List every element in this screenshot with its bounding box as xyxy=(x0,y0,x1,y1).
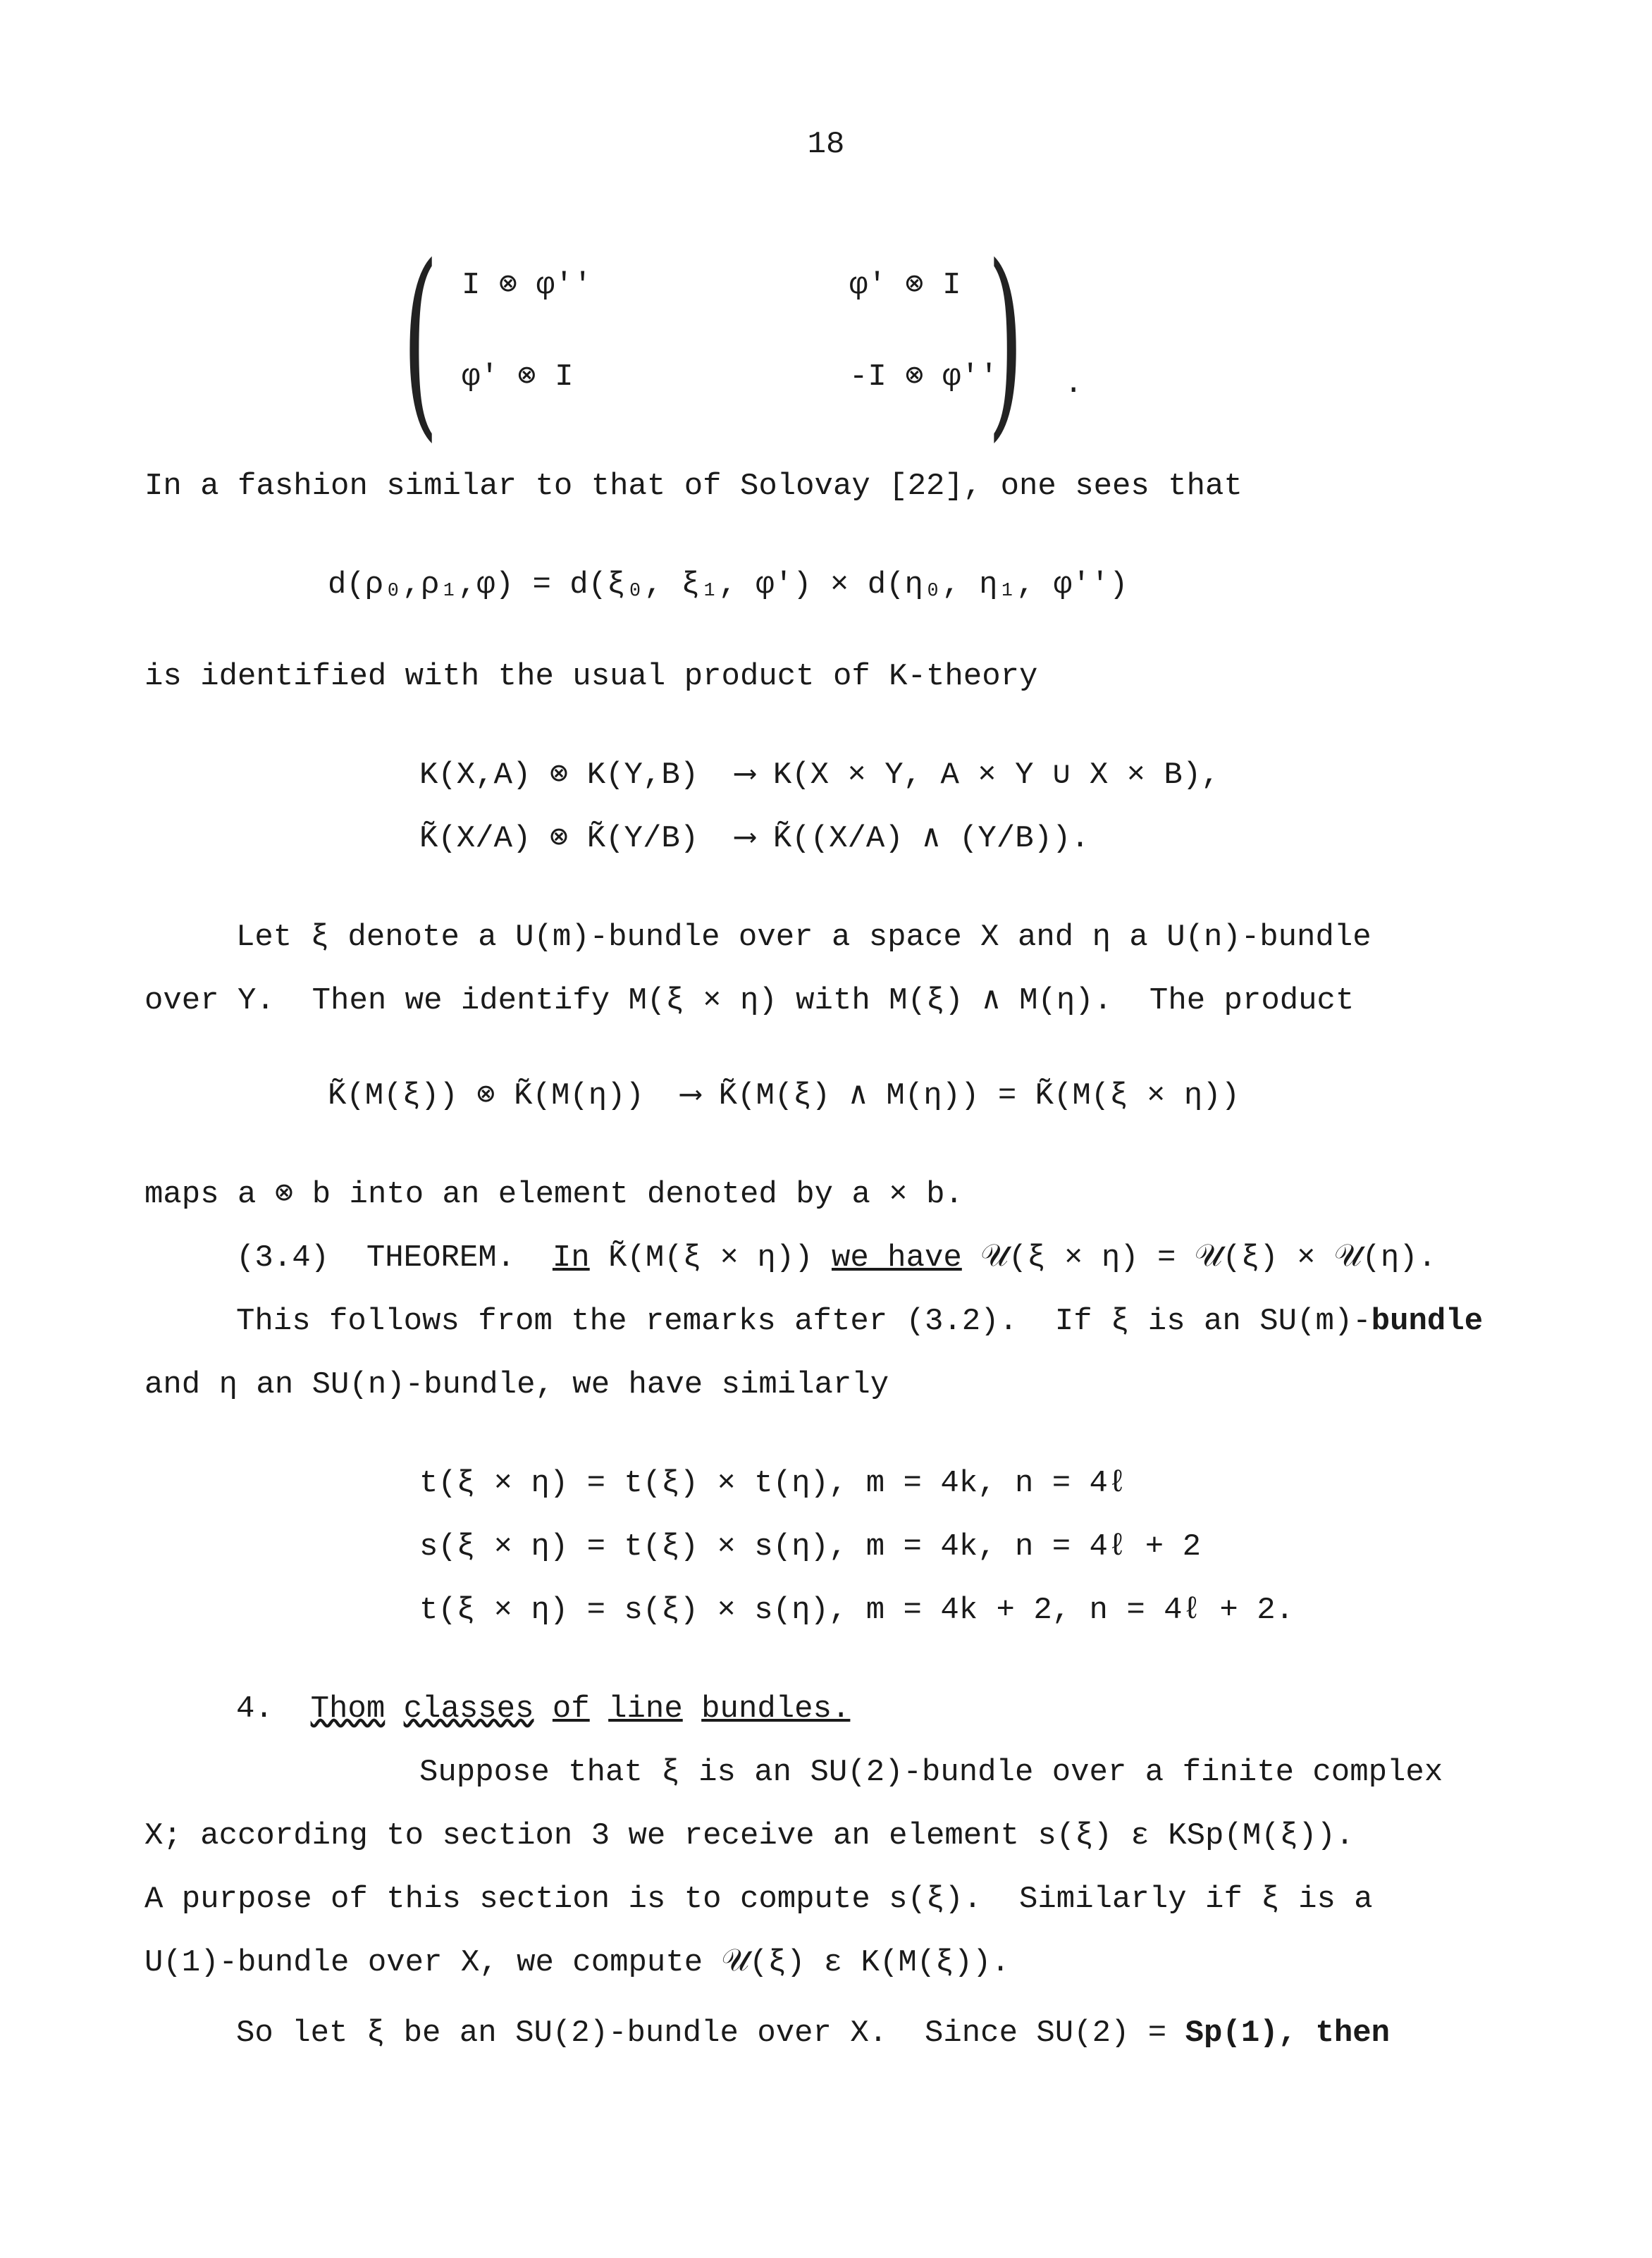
section-word-1: Thom xyxy=(310,1691,386,1727)
section-word-3: of xyxy=(552,1691,590,1727)
matrix-cell-r2c1: φ' ⊗ I xyxy=(462,359,574,395)
equation-4a: t(ξ × η) = t(ξ) × t(η), m = 4k, n = 4ℓ xyxy=(419,1466,1127,1501)
equation-2b: K̃(X/A) ⊗ K̃(Y/B) ⟶ K̃((X/A) ∧ (Y/B)). xyxy=(419,821,1090,856)
paragraph-4: maps a ⊗ b into an element denoted by a × b. xyxy=(144,1177,963,1212)
theorem-mid: K̃(M(ξ × η)) xyxy=(589,1240,832,1276)
section-number: 4. xyxy=(236,1691,273,1727)
paragraph-6d: U(1)-bundle over X, we compute 𝒰(ξ) ε K(M(ξ)). xyxy=(144,1945,1010,1980)
equation-3: K̃(M(ξ)) ⊗ K̃(M(η)) ⟶ K̃(M(ξ) ∧ M(η)) = K̃(M(ξ × η)) xyxy=(328,1078,1240,1113)
paragraph-3a: Let ξ denote a U(m)-bundle over a space X and η a U(n)-bundle xyxy=(236,920,1371,955)
paragraph-7-bold: Sp(1), then xyxy=(1185,2016,1391,2051)
section-word-5: bundles. xyxy=(701,1691,851,1727)
matrix-cell-r1c2: φ' ⊗ I xyxy=(849,268,961,303)
matrix-cell-r2c2: -I ⊗ φ'' xyxy=(849,359,999,395)
paragraph-5a xyxy=(236,1300,1483,1343)
section-word-2: classes xyxy=(403,1691,534,1727)
theorem-label: THEOREM. xyxy=(366,1240,516,1276)
page-number: 18 xyxy=(807,127,845,162)
paragraph-6a: Suppose that ξ is an SU(2)-bundle over a finite complex xyxy=(419,1755,1443,1790)
theorem-in: In xyxy=(552,1240,590,1276)
paragraph-3b: over Y. Then we identify M(ξ × η) with M(ξ) ∧ M(η). The product xyxy=(144,983,1355,1018)
paragraph-1: In a fashion similar to that of Solovay [22], one sees that xyxy=(144,469,1243,504)
paragraph-2: is identified with the usual product of K-theory xyxy=(144,659,1038,694)
theorem-formula: 𝒰(ξ × η) = 𝒰(ξ) × 𝒰(η). xyxy=(961,1240,1437,1276)
paragraph-5a-text: This follows from the remarks after (3.2). If ξ is an SU(m)- xyxy=(236,1304,1371,1339)
paragraph-5a-bold: bundle xyxy=(1371,1304,1484,1339)
paragraph-5b: and η an SU(n)-bundle, we have similarly xyxy=(144,1367,889,1402)
paragraph-6c: A purpose of this section is to compute s(ξ). Similarly if ξ is a xyxy=(144,1882,1373,1917)
equation-4c: t(ξ × η) = s(ξ) × s(η), m = 4k + 2, n = 4ℓ + 2. xyxy=(419,1593,1295,1628)
paragraph-7 xyxy=(236,2012,1390,2054)
matrix-trailing-period: . xyxy=(1064,366,1083,402)
equation-1: d(ρ₀,ρ₁,φ) = d(ξ₀, ξ₁, φ') × d(η₀, η₁, φ'') xyxy=(328,567,1128,603)
matrix-cell-r1c1: I ⊗ φ'' xyxy=(462,268,592,303)
section-word-4: line xyxy=(608,1691,683,1727)
matrix-equation xyxy=(402,223,1099,460)
theorem-number: (3.4) xyxy=(236,1240,330,1276)
theorem-statement xyxy=(236,1237,1436,1279)
equation-2a: K(X,A) ⊗ K(Y,B) ⟶ K(X × Y, A × Y ∪ X × B), xyxy=(419,758,1220,793)
section-heading xyxy=(236,1688,850,1730)
left-paren-icon: ( xyxy=(402,223,439,460)
equation-4b: s(ξ × η) = t(ξ) × s(η), m = 4k, n = 4ℓ + 2 xyxy=(419,1529,1201,1565)
right-paren-icon: ) xyxy=(987,223,1024,460)
paragraph-7-text: So let ξ be an SU(2)-bundle over X. Since SU(2) = xyxy=(236,2016,1185,2051)
theorem-we-have: we have xyxy=(831,1240,962,1276)
paragraph-6b: X; according to section 3 we receive an element s(ξ) ε KSp(M(ξ)). xyxy=(144,1818,1355,1853)
